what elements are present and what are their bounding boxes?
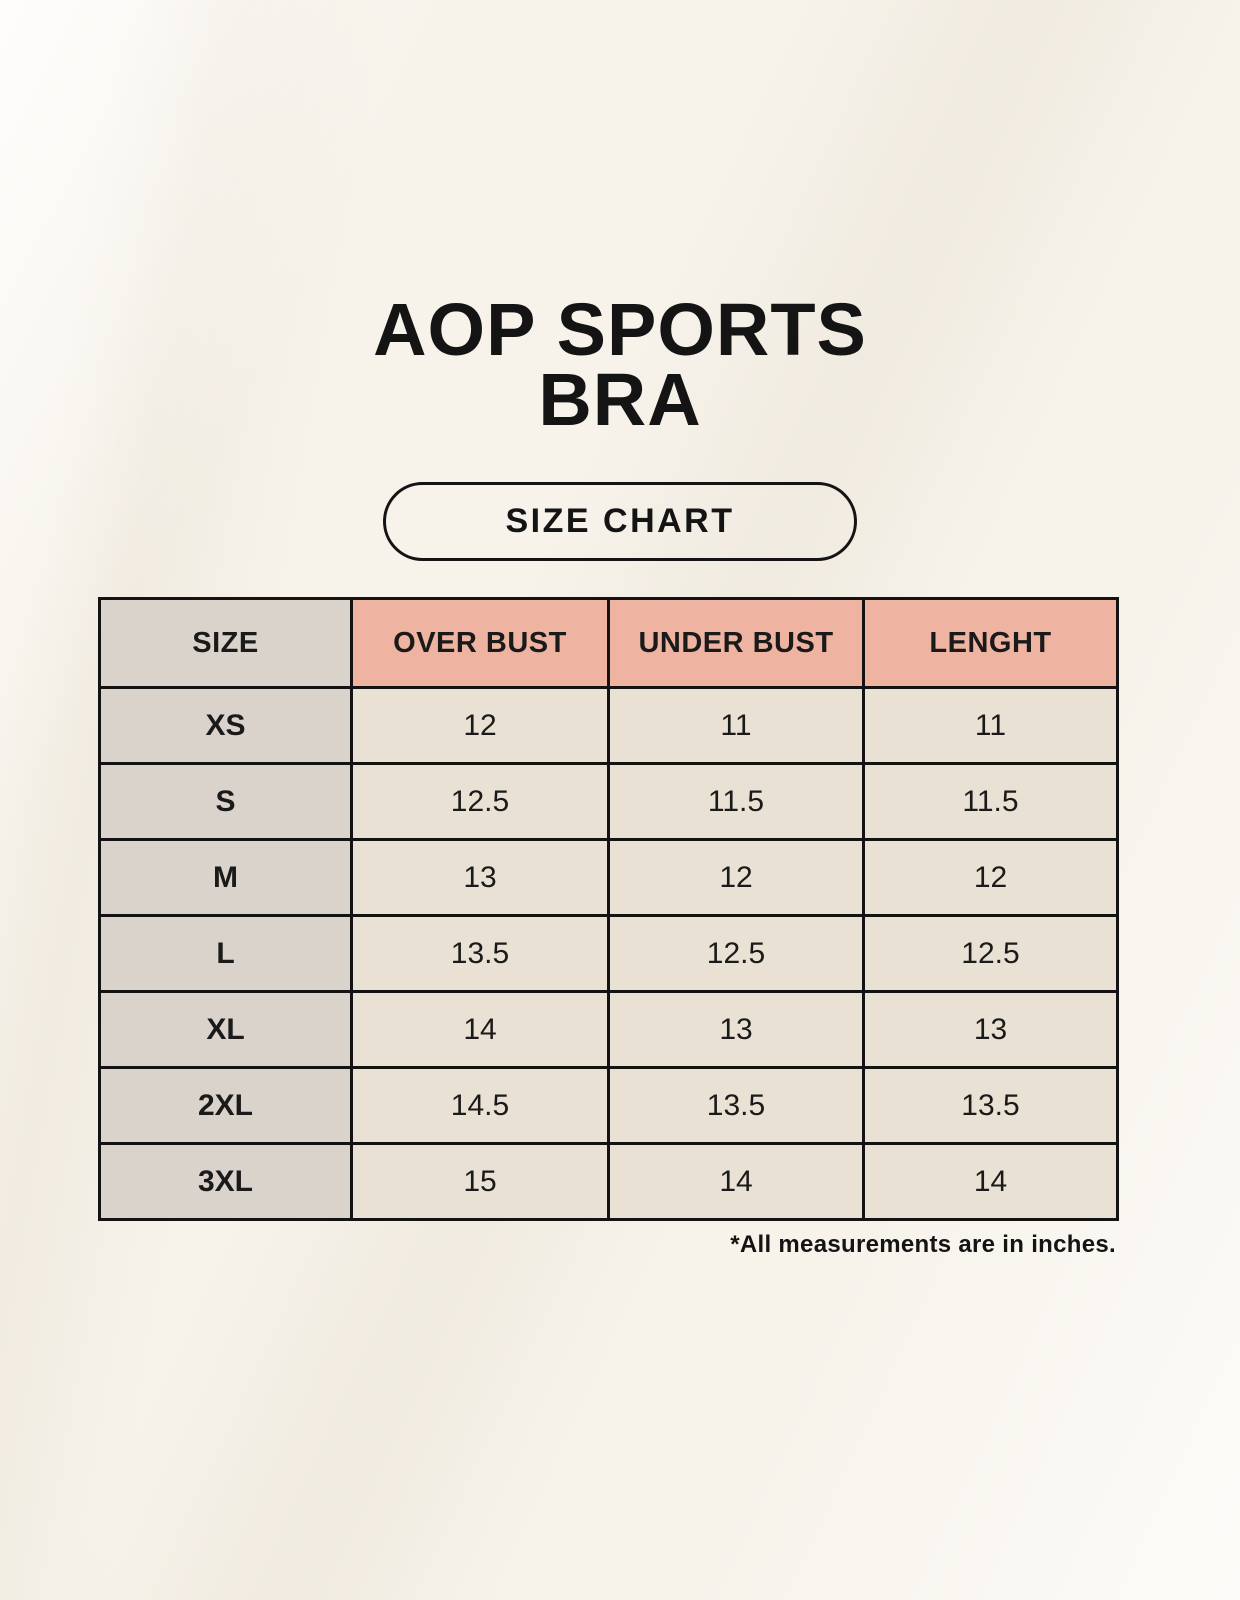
under-bust-value: 11.5 [609, 764, 864, 840]
table-row-l [100, 916, 1118, 992]
size-label: L [100, 916, 352, 992]
length-value: 11 [864, 688, 1118, 764]
under-bust-value: 13.5 [609, 1068, 864, 1144]
size-chart-badge-label: SIZE CHART [505, 502, 735, 541]
column-header-length: LENGHT [864, 599, 1118, 688]
column-header-under-bust: UNDER BUST [609, 599, 864, 688]
length-value: 11.5 [864, 764, 1118, 840]
size-chart-badge [383, 482, 857, 561]
length-value: 12 [864, 840, 1118, 916]
over-bust-value: 12 [352, 688, 609, 764]
over-bust-value: 13 [352, 840, 609, 916]
size-label: M [100, 840, 352, 916]
length-value: 12.5 [864, 916, 1118, 992]
over-bust-value: 13.5 [352, 916, 609, 992]
table-row-xl [100, 992, 1118, 1068]
size-label: S [100, 764, 352, 840]
table-row-s [100, 764, 1118, 840]
over-bust-value: 14 [352, 992, 609, 1068]
length-value: 14 [864, 1144, 1118, 1220]
size-label: XL [100, 992, 352, 1068]
page-title-line-2: BRA [538, 357, 702, 441]
over-bust-value: 12.5 [352, 764, 609, 840]
table-row-m [100, 840, 1118, 916]
length-value: 13.5 [864, 1068, 1118, 1144]
under-bust-value: 13 [609, 992, 864, 1068]
table-row-xs [100, 688, 1118, 764]
table-header-row [100, 599, 1118, 688]
table-row-2xl [100, 1068, 1118, 1144]
page-title [0, 0, 1240, 441]
size-label: XS [100, 688, 352, 764]
size-label: 2XL [100, 1068, 352, 1144]
under-bust-value: 14 [609, 1144, 864, 1220]
under-bust-value: 12.5 [609, 916, 864, 992]
page-title-line-1: AOP SPORTS [373, 288, 867, 371]
size-label: 3XL [100, 1144, 352, 1220]
size-chart-table [98, 597, 1119, 1221]
under-bust-value: 11 [609, 688, 864, 764]
over-bust-value: 14.5 [352, 1068, 609, 1144]
length-value: 13 [864, 992, 1118, 1068]
column-header-over-bust: OVER BUST [352, 599, 609, 688]
over-bust-value: 15 [352, 1144, 609, 1220]
under-bust-value: 12 [609, 840, 864, 916]
table-row-3xl [100, 1144, 1118, 1220]
measurements-footnote: *All measurements are in inches. [730, 1231, 1116, 1259]
column-header-size: SIZE [100, 599, 352, 688]
